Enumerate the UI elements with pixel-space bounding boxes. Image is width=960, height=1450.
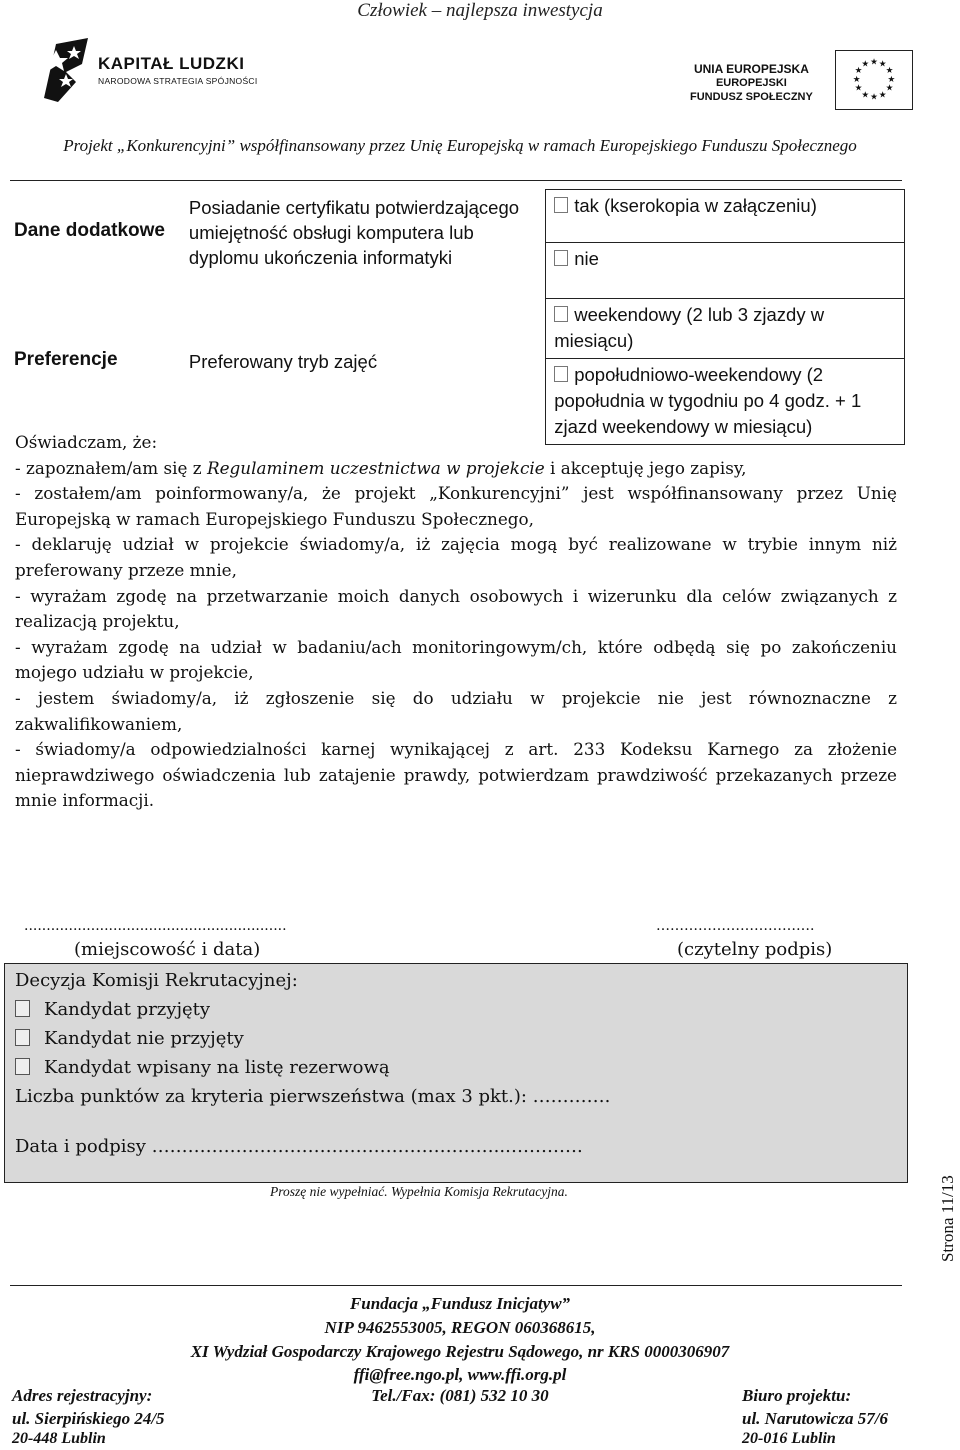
footer-reg-label: Adres rejestracyjny: — [12, 1386, 153, 1405]
option-no[interactable]: nie — [546, 243, 905, 299]
declaration-item: - jestem świadomy/a, iż zgłoszenie się do udziału w projekcie nie jest równoznaczne z zakwalifikowaniem, — [15, 687, 897, 734]
declaration-item: - świadomy/a odpowiedzialności karnej wynikającej z art. 233 Kodeksu Karnego za złożenie nieprawdziwego oświadczenia lub zatajenie prawdy, potwierdzam prawdziwość przekazanych przeze mnie informacji. — [15, 739, 897, 811]
declaration-intro: Oświadczam, że: — [15, 432, 158, 452]
declaration-section — [15, 430, 897, 814]
committee-option-reserve: Kandydat wpisany na listę rezerwową — [15, 1053, 610, 1082]
svg-text:★: ★ — [878, 59, 887, 70]
committee-date-signatures: Data i podpisy …………………………………………………..…………. — [15, 1136, 583, 1157]
footer-reg-city: 20-448 Lublin — [12, 1430, 106, 1447]
svg-text:★: ★ — [878, 90, 887, 101]
checkbox-icon — [15, 1029, 30, 1046]
footer-phone: Tel./Fax: (081) 532 10 30 — [371, 1386, 549, 1405]
svg-text:★: ★ — [854, 83, 863, 94]
committee-title: Decyzja Komisji Rekrutacyjnej: — [15, 970, 298, 991]
place-date-label: (miejscowość i data) — [74, 939, 261, 960]
signature-dots-place-date[interactable]: ........................................................... — [24, 918, 287, 934]
svg-text:★: ★ — [861, 90, 870, 101]
checkbox-icon — [15, 1000, 30, 1017]
additional-data-table — [10, 189, 905, 445]
eu-logo-text: UNIA EUROPEJSKA EUROPEJSKI FUNDUSZ SPOŁECZNY — [690, 62, 813, 103]
footer-office-city: 20-016 Lublin — [742, 1430, 836, 1447]
svg-text:★: ★ — [861, 59, 870, 70]
footer-nip: NIP 9462553005, REGON 060368615, — [324, 1318, 596, 1337]
footer-office-street: ul. Narutowicza 57/6 — [742, 1409, 888, 1428]
option-afternoon-weekend[interactable]: popołudniowo-weekendowy (2 popołudnia w tygodniu po 4 godz. + 1 zjazd weekendowy w miesiącu) — [546, 359, 905, 445]
kapital-ludzki-name: KAPITAŁ LUDZKI — [98, 54, 245, 73]
eu-flag-logo — [835, 50, 913, 110]
row-label-additional-data: Dane dodatkowe — [14, 219, 165, 241]
committee-note: Proszę nie wypełniać. Wypełnia Komisja Rekrutacyjna. — [270, 1184, 568, 1199]
committee-option-rejected: Kandydat nie przyjęty — [15, 1024, 610, 1053]
declaration-item: - zostałem/am poinformowany/a, że projekt „Konkurencyjni” jest współfinansowany przez Unię Europejską w ramach Europejskiego Funduszu Społecznego, — [15, 483, 897, 529]
checkbox-icon[interactable] — [554, 306, 568, 322]
footer-reg-street: ul. Sierpińskiego 24/5 — [12, 1409, 165, 1428]
question-certificate: Posiadanie certyfikatu potwierdzającego umiejętność obsługi komputera lub dyplomu ukończenia informatyki — [188, 196, 520, 268]
page-number: Strona 11/13 — [938, 1175, 957, 1262]
header-divider — [10, 180, 902, 181]
kapital-ludzki-subtitle: NARODOWA STRATEGIA SPÓJNOŚCI — [98, 76, 258, 86]
committee-points: Liczba punktów za kryteria pierwszeństwa (max 3 pkt.): …………. — [15, 1086, 611, 1107]
declaration-item: - zapoznałem/am się z Regulaminem uczestnictwa w projekcie i akceptuję jego zapisy, — [15, 457, 747, 478]
checkbox-icon — [15, 1058, 30, 1075]
svg-text:★: ★ — [854, 66, 863, 77]
svg-text:★: ★ — [885, 83, 894, 94]
checkbox-icon[interactable] — [554, 197, 568, 213]
svg-text:★: ★ — [870, 57, 878, 68]
svg-text:★: ★ — [887, 74, 896, 85]
project-cofinancing-line: Projekt „Konkurencyjni” współfinansowany przez Unię Europejską w ramach Europejskiego Funduszu Społecznego — [63, 136, 857, 155]
footer-office-label: Biuro projektu: — [742, 1386, 852, 1405]
footer-divider — [10, 1285, 902, 1286]
checkbox-icon[interactable] — [554, 250, 568, 266]
footer-contact[interactable]: ffi@free.ngo.pl, www.ffi.org.pl — [353, 1365, 567, 1384]
svg-text:★: ★ — [852, 74, 861, 85]
declaration-item: - wyrażam zgodę na przetwarzanie moich danych osobowych i wizerunku dla celów związanych z realizacją projektu, — [15, 585, 897, 632]
signature-label: (czytelny podpis) — [677, 939, 833, 960]
committee-option-accepted: Kandydat przyjęty — [15, 995, 610, 1024]
svg-text:★: ★ — [885, 66, 894, 77]
row-label-preferences: Preferencje — [14, 348, 118, 370]
question-preferred-mode: Preferowany tryb zajęć — [188, 350, 378, 372]
footer-court: XI Wydział Gospodarczy Krajowego Rejestru Sądowego, nr KRS 0000306907 — [190, 1342, 730, 1361]
declaration-item: - deklaruję udział w projekcie świadomy/a, iż zajęcia mogą być realizowane w trybie innym niż preferowany przeze mnie, — [15, 534, 897, 580]
declaration-item: - wyrażam zgodę na udział w badaniu/ach monitoringowym/ch, które odbędą się po zakończeniu mojego udziału w projekcie, — [15, 636, 897, 683]
checkbox-icon[interactable] — [554, 366, 568, 382]
header-motto: Człowiek – najlepsza inwestycja — [357, 0, 603, 21]
option-yes-copy[interactable]: tak (kserokopia w załączeniu) — [546, 190, 905, 243]
committee-decision-content — [15, 966, 610, 1161]
option-weekend[interactable]: weekendowy (2 lub 3 zjazdy w miesiącu) — [546, 299, 905, 359]
signature-dots-signature[interactable]: ……………………………. — [656, 918, 815, 934]
svg-text:★: ★ — [870, 92, 878, 103]
footer-org-name: Fundacja „Fundusz Inicjatyw” — [349, 1294, 571, 1313]
